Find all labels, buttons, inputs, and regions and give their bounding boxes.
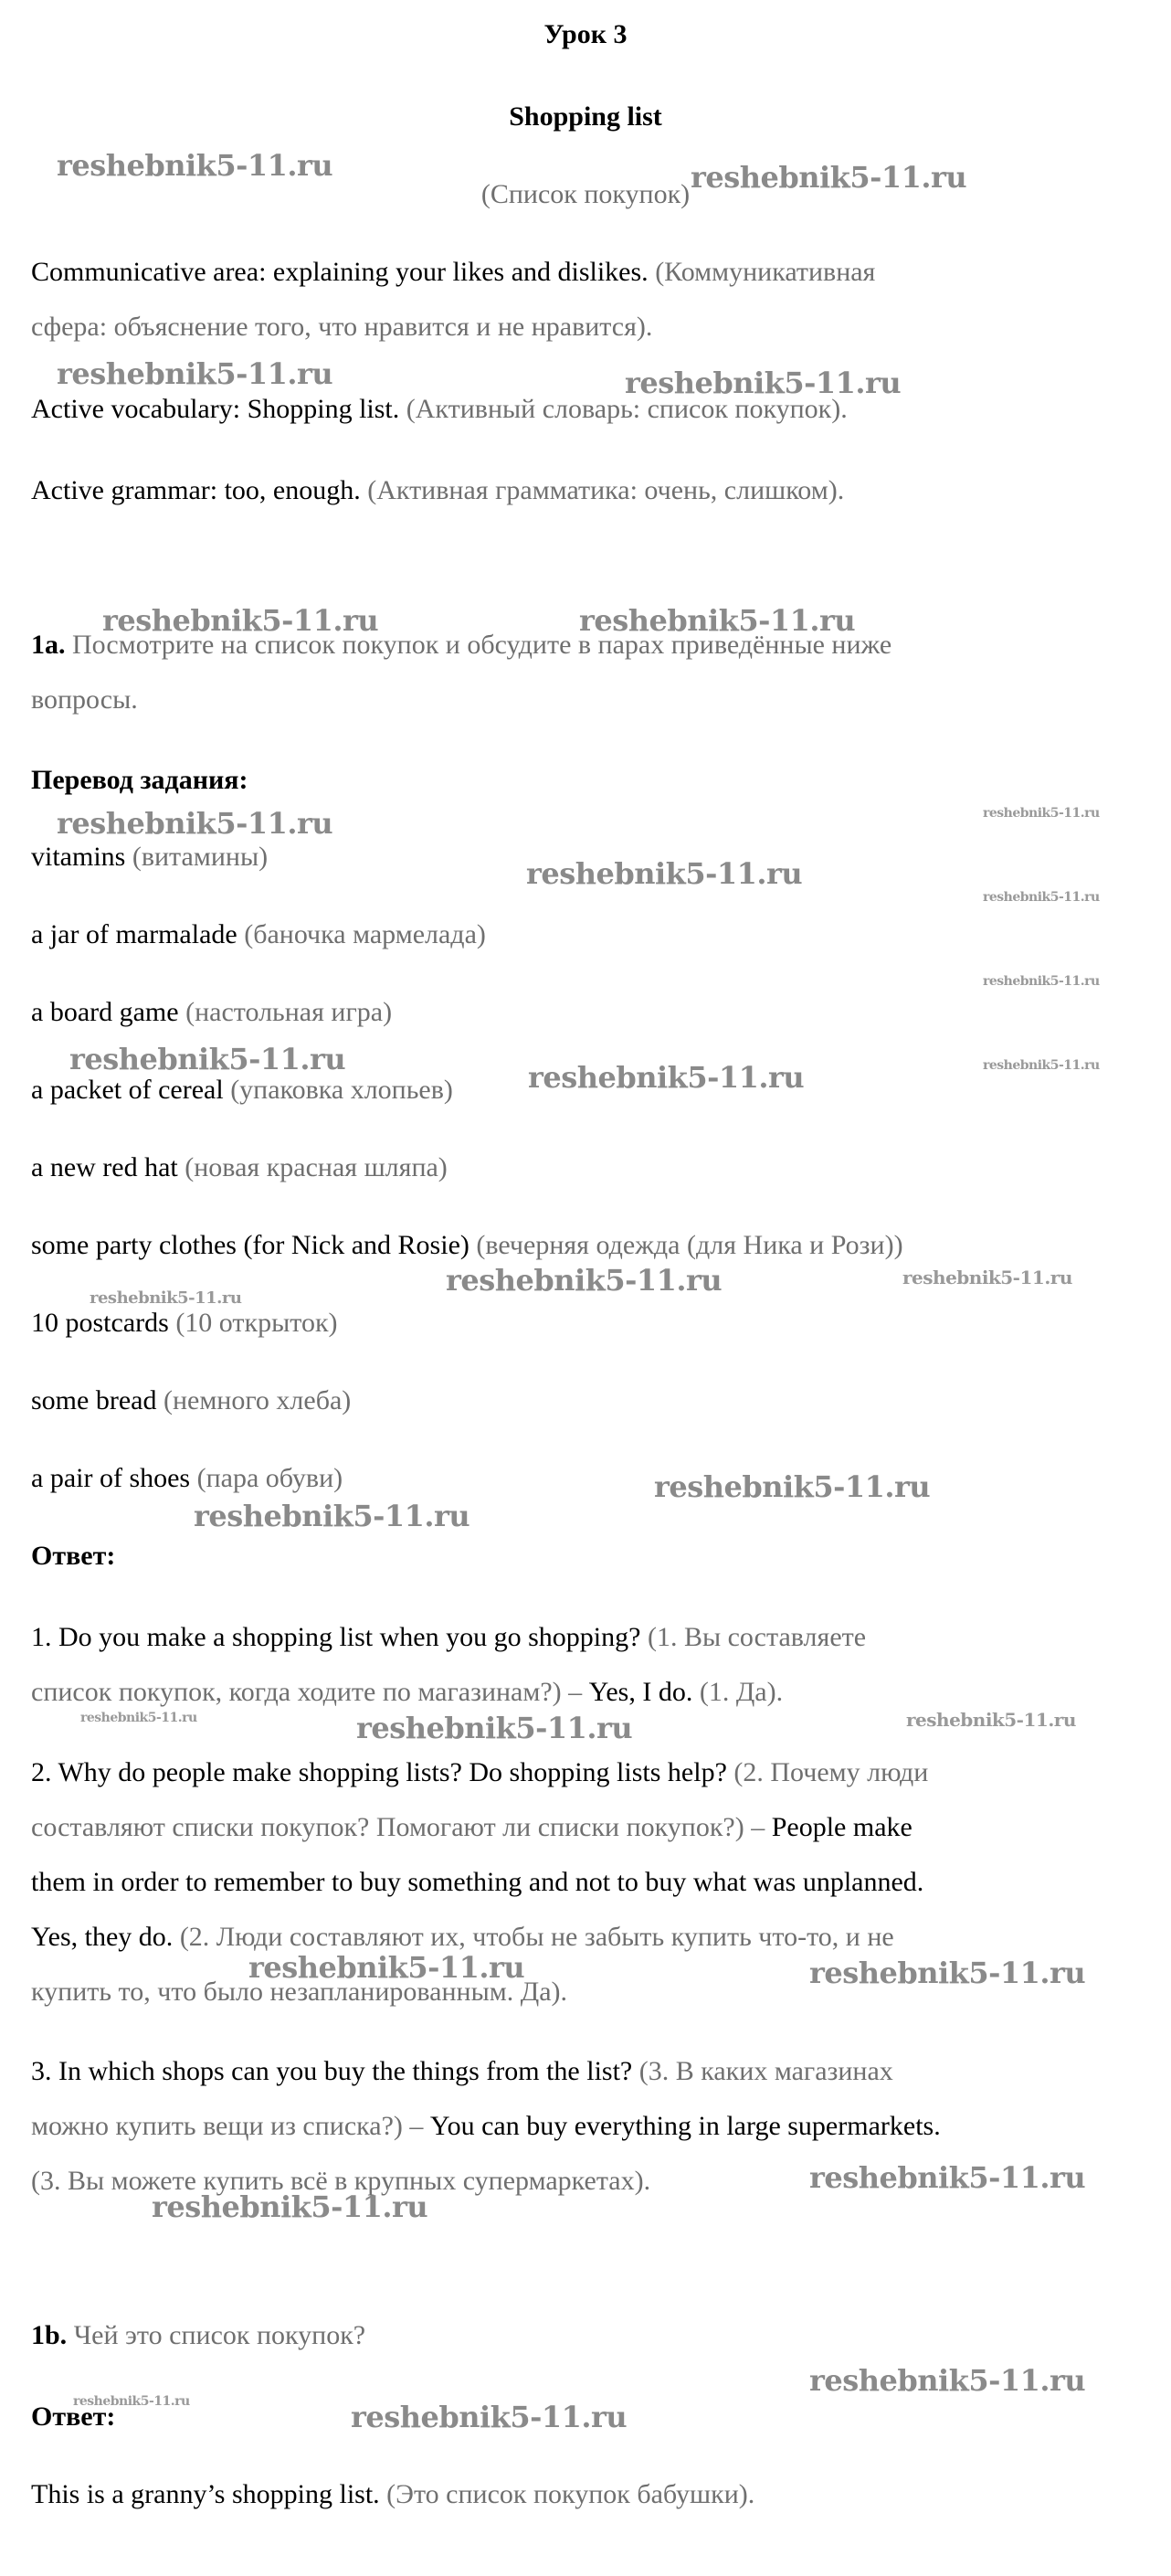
task-1a-text-1: Посмотрите на список покупок и обсудите в парах приведённые ниже (72, 630, 892, 660)
communicative-en: Communicative area: explaining your likes and dislikes. (31, 257, 649, 287)
answer-1-question-ru: (1. Вы составляете (647, 1622, 867, 1652)
list-item (31, 1460, 343, 1497)
watermark: reshebnik5-11.ru (691, 160, 967, 195)
communicative-ru-1: (Коммуникативная (655, 257, 876, 287)
task-1b-answer-en: This is a granny’s shopping list. (31, 2479, 380, 2509)
answer-3-question-en: 3. In which shops can you buy the things from the list? (31, 2056, 633, 2086)
task-1b-line (31, 2317, 365, 2354)
vocabulary-ru: (Активный словарь: список покупок). (406, 394, 848, 424)
grammar-ru: (Активная грамматика: очень, слишком). (367, 475, 845, 505)
watermark: reshebnik5-11.ru (625, 366, 902, 400)
vocabulary-en: Active vocabulary: Shopping list. (31, 394, 400, 424)
watermark: reshebnik5-11.ru (90, 1288, 242, 1308)
watermark: reshebnik5-11.ru (809, 1956, 1086, 1990)
list-item (31, 917, 486, 953)
answer-2-question-ru-cont: составляют списки покупок? Помогают ли списки покупок?) – (31, 1812, 765, 1842)
task-1b-number: 1b. (31, 2320, 68, 2350)
watermark: reshebnik5-11.ru (57, 806, 333, 841)
watermark: reshebnik5-11.ru (351, 2400, 628, 2434)
list-item (31, 994, 392, 1031)
watermark: reshebnik5-11.ru (446, 1263, 723, 1298)
watermark: reshebnik5-11.ru (526, 856, 803, 891)
item-en: a board game (31, 997, 179, 1027)
answer-2-line-5: купить то, что было незапланированным. Да). (31, 1977, 568, 2007)
answer-3-question-ru-cont: можно купить вещи из списка?) – (31, 2111, 424, 2141)
item-en: a packet of cereal (31, 1075, 224, 1105)
watermark: reshebnik5-11.ru (73, 2394, 190, 2409)
item-ru: (баночка мармелада) (244, 919, 486, 949)
item-ru: (упаковка хлопьев) (230, 1075, 453, 1105)
answer-1-answer-en: Yes, I do. (588, 1677, 693, 1707)
communicative-ru-2: сфера: объяснение того, что нравится и не нравится). (31, 312, 653, 342)
lesson-number: Урок 3 (543, 19, 628, 49)
grammar-en: Active grammar: too, enough. (31, 475, 361, 505)
watermark: reshebnik5-11.ru (983, 890, 1100, 905)
watermark: reshebnik5-11.ru (356, 1711, 633, 1745)
answer-1-question-ru-cont: список покупок, когда ходите по магазинам?) – (31, 1677, 583, 1707)
item-ru: (немного хлеба) (163, 1385, 352, 1415)
watermark: reshebnik5-11.ru (102, 603, 379, 638)
watermark: reshebnik5-11.ru (902, 1267, 1072, 1288)
list-item (31, 1305, 338, 1341)
item-ru: (витамины) (132, 842, 269, 872)
answer-1-line-2 (31, 1674, 783, 1711)
watermark: reshebnik5-11.ru (809, 2160, 1086, 2195)
grammar-line (31, 472, 844, 509)
answer-2-line-1 (31, 1754, 928, 1791)
watermark: reshebnik5-11.ru (528, 1060, 805, 1095)
translation-heading: Перевод задания: (31, 765, 248, 795)
watermark: reshebnik5-11.ru (69, 1042, 346, 1076)
item-en: some bread (31, 1385, 157, 1415)
answer-3-line-3: (3. Вы можете купить всё в крупных супермаркетах). (31, 2166, 651, 2196)
answer-heading: Ответ: (31, 1541, 116, 1571)
watermark: reshebnik5-11.ru (57, 356, 333, 391)
item-en: a new red hat (31, 1152, 178, 1182)
watermark: reshebnik5-11.ru (57, 148, 333, 183)
item-en: some party clothes (for Nick and Rosie) (31, 1230, 469, 1260)
answer-1-question-en: 1. Do you make a shopping list when you go shopping? (31, 1622, 641, 1652)
answer-2-question-ru: (2. Почему люди (733, 1757, 929, 1787)
answer-3-answer-en: You can buy everything in large supermarkets. (429, 2111, 941, 2141)
item-en: a jar of marmalade (31, 919, 237, 949)
answer-1-answer-ru: (1. Да). (699, 1677, 784, 1707)
item-en: 10 postcards (31, 1308, 169, 1338)
list-item (31, 1383, 351, 1419)
watermark: reshebnik5-11.ru (654, 1469, 931, 1504)
watermark: reshebnik5-11.ru (579, 603, 856, 638)
task-1a-text-2: вопросы. (31, 684, 138, 715)
page-title: Shopping list (509, 101, 662, 132)
task-1b-text: Чей это список покупок? (73, 2320, 366, 2350)
answer-3-question-ru: (3. В каких магазинах (638, 2056, 893, 2086)
task-1b-answer-ru: (Это список покупок бабушки). (386, 2479, 755, 2509)
item-ru: (новая красная шляпа) (185, 1152, 448, 1182)
item-ru: (вечерняя одежда (для Ника и Рози)) (476, 1230, 903, 1260)
task-1b-answer-heading: Ответ: (31, 2401, 116, 2432)
task-1a-number: 1a. (31, 630, 66, 660)
list-item (31, 1150, 448, 1186)
task-1b-answer (31, 2476, 754, 2513)
item-en: vitamins (31, 842, 126, 872)
list-item (31, 1227, 903, 1264)
answer-2-answer-ru: (2. Люди составляют их, чтобы не забыть купить что-то, и не (179, 1922, 894, 1952)
item-ru: (пара обуви) (196, 1463, 343, 1493)
communicative-line-1 (31, 254, 875, 291)
answer-3-line-1 (31, 2053, 893, 2090)
answer-3-line-2 (31, 2108, 941, 2145)
answer-1-line-1 (31, 1619, 866, 1656)
watermark: reshebnik5-11.ru (194, 1499, 470, 1533)
watermark: reshebnik5-11.ru (983, 806, 1100, 821)
page-subtitle: (Список покупок) (480, 179, 691, 209)
watermark: reshebnik5-11.ru (152, 2189, 428, 2224)
item-en: a pair of shoes (31, 1463, 191, 1493)
watermark: reshebnik5-11.ru (809, 2363, 1086, 2398)
item-ru: (настольная игра) (185, 997, 393, 1027)
answer-2-answer-en-cont: Yes, they do. (31, 1922, 174, 1952)
watermark: reshebnik5-11.ru (248, 1950, 525, 1985)
watermark: reshebnik5-11.ru (983, 974, 1100, 989)
watermark: reshebnik5-11.ru (983, 1058, 1100, 1073)
answer-2-answer-en: People make (771, 1812, 913, 1842)
watermark: reshebnik5-11.ru (80, 1711, 197, 1725)
list-item (31, 1072, 453, 1108)
answer-2-line-3: them in order to remember to buy something and not to buy what was unplanned. (31, 1867, 924, 1897)
item-ru: (10 открыток) (175, 1308, 338, 1338)
answer-2-question-en: 2. Why do people make shopping lists? Do shopping lists help? (31, 1757, 727, 1787)
list-item (31, 839, 268, 875)
answer-2-line-2 (31, 1809, 913, 1846)
watermark: reshebnik5-11.ru (906, 1709, 1076, 1731)
